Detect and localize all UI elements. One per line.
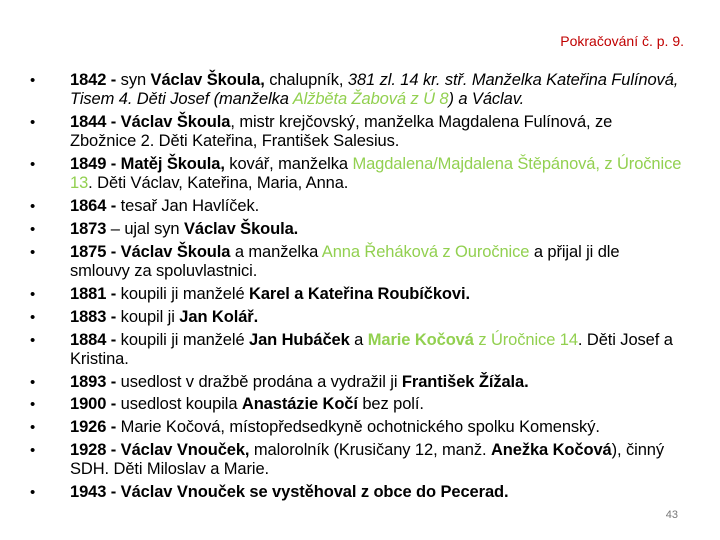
list-item-text: 1943 - Václav Vnouček se vystěhoval z obce do Pecerad.	[70, 483, 509, 502]
bullet-icon: •	[30, 114, 36, 132]
list-item	[30, 220, 682, 239]
bullet-icon: •	[30, 419, 36, 437]
history-bullet-list	[30, 71, 682, 506]
list-item-text: Václav Škoula.	[184, 220, 299, 239]
list-item-text: Václav Škoula,	[150, 71, 265, 89]
list-item-text: 1884 -	[70, 330, 121, 349]
list-item-text: 1842 -	[70, 71, 121, 89]
list-item-text: Karel a Kateřina Roubíčkovi.	[249, 284, 470, 303]
list-item	[30, 243, 682, 282]
list-item-text: a manželka	[230, 242, 322, 261]
continuation-label: Pokračování č. p. 9.	[560, 33, 684, 49]
list-item-text: Jan Kolář.	[179, 307, 259, 326]
list-item	[30, 197, 682, 216]
list-item-text: koupili ji manželé	[120, 284, 249, 303]
list-item-text: Jan Hubáček	[249, 330, 350, 349]
bullet-icon: •	[30, 243, 36, 261]
list-item-text: malorolník (Krusičany 12, manž.	[249, 441, 491, 460]
list-item-text: 1844 - Václav Škoula	[70, 113, 231, 132]
list-item-text: a	[349, 330, 368, 349]
list-item-text: 1900 -	[70, 395, 121, 414]
list-item-text: 1873	[70, 220, 107, 239]
list-item-text: 1849 - Matěj Škoula,	[70, 155, 225, 174]
list-item-text: koupil ji	[120, 307, 180, 326]
list-item-text: z Úročnice 14	[473, 330, 578, 349]
list-item	[30, 113, 682, 152]
list-item-text: 1881 -	[70, 284, 121, 303]
list-item-text: chalupník,	[264, 71, 348, 89]
bullet-icon: •	[30, 156, 36, 174]
list-item	[30, 308, 682, 327]
bullet-icon: •	[30, 442, 36, 460]
bullet-icon: •	[30, 373, 36, 391]
list-item	[30, 285, 682, 304]
list-item-text: Anastázie Kočí	[241, 395, 358, 414]
list-item	[30, 395, 682, 414]
list-item-text: Magdalena/Majdalena Štěpánová, z Úročnice 13	[70, 155, 682, 193]
bullet-icon: •	[30, 484, 36, 502]
list-item-text: 1883 -	[70, 307, 121, 326]
bullet-icon: •	[30, 331, 36, 349]
list-item-text: usedlost v dražbě prodána a vydražil ji	[120, 372, 402, 391]
list-item-text: Alžběta Žabová z Ú 8	[292, 90, 449, 109]
list-item	[30, 418, 682, 437]
list-item	[30, 483, 682, 502]
list-item-text: kovář, manželka	[224, 155, 353, 174]
list-item-text: bez polí.	[357, 395, 424, 414]
list-item-text: 381 zl. 14 kr. stř. Manželka Kateřina Fulínová, Tisem 4. Děti Josef (manželka	[70, 71, 679, 109]
list-item-text: koupili ji manželé	[120, 330, 249, 349]
bullet-icon: •	[30, 221, 36, 239]
list-item-text: 1928 - Václav Vnouček,	[70, 441, 250, 460]
bullet-icon: •	[30, 308, 36, 326]
list-item	[30, 331, 682, 370]
list-item-text: 1926 -	[70, 418, 121, 437]
list-item-text: . Děti Václav, Kateřina, Maria, Anna.	[88, 174, 349, 193]
list-item	[30, 155, 682, 194]
bullet-icon: •	[30, 72, 36, 89]
bullet-icon: •	[30, 198, 36, 216]
list-item-text: usedlost koupila	[120, 395, 242, 414]
list-item-text: František Žížala.	[401, 372, 529, 391]
list-item-text: ), činný SDH. Děti Miloslav a Marie.	[70, 441, 665, 479]
page-number: 43	[665, 509, 678, 521]
list-item	[30, 441, 682, 480]
bullet-icon: •	[30, 396, 36, 414]
list-item-text: – ujal syn	[106, 220, 184, 239]
list-item-text: 1864 -	[70, 197, 121, 216]
list-item-text: Marie Kočová	[367, 330, 474, 349]
list-item-text: a přijal ji dle smlouvy za spoluvlastnici.	[70, 242, 620, 281]
list-item-text: , mistr krejčovský, manželka Magdalena Fulínová, ze Zbožnice 2. Děti Kateřina, František Salesius.	[70, 113, 613, 151]
list-item-text: 1875 - Václav Škoula	[70, 242, 231, 261]
list-item	[30, 71, 682, 110]
list-item-text: Anna Řeháková z Ouročnice	[321, 242, 530, 261]
list-item-text: Marie Kočová, místopředsedkyně ochotnického spolku Komenský.	[120, 418, 600, 437]
list-item-text: 1893 -	[70, 372, 121, 391]
list-item-text: Anežka Kočová	[490, 441, 612, 460]
list-item	[30, 373, 682, 392]
list-item-text: . Děti Josef a Kristina.	[70, 330, 673, 368]
bullet-icon: •	[30, 285, 36, 303]
list-item-text: ) a Václav.	[448, 90, 525, 109]
list-item-text: tesař Jan Havlíček.	[120, 197, 260, 216]
list-item-text: syn	[120, 71, 151, 89]
